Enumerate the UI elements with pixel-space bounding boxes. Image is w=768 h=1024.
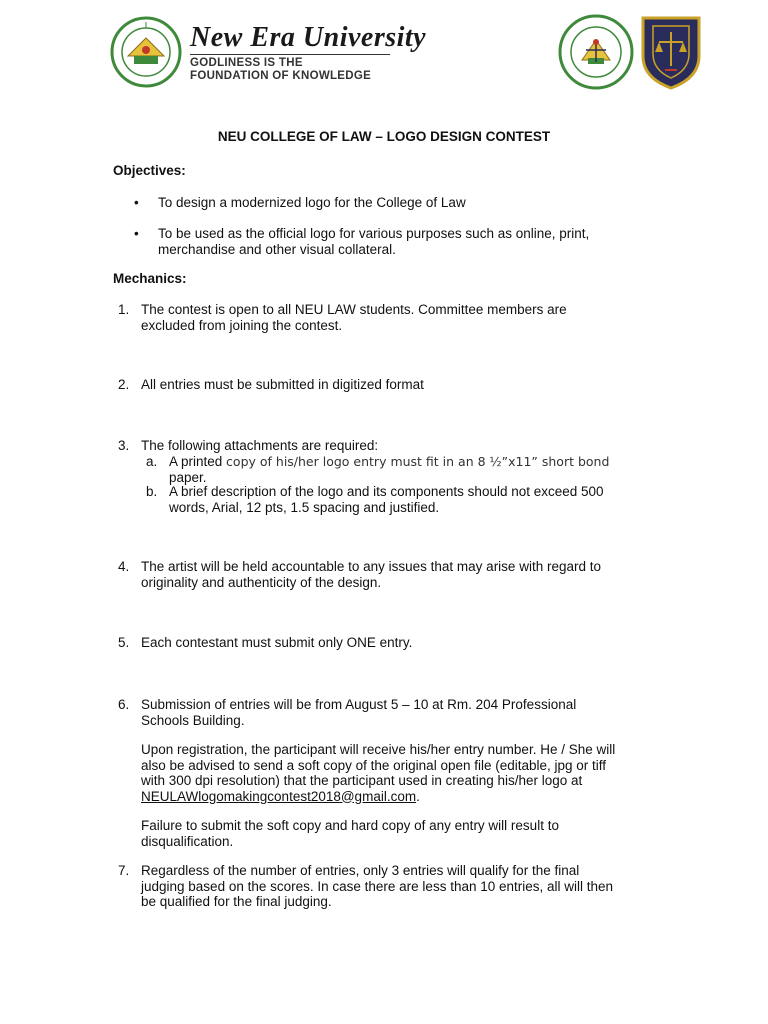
university-tagline [190,54,390,83]
mechanics-7-line-2: judging based on the scores. In case there are less than 10 entries, all will then [141,878,614,894]
mechanics-6-para1-line-1: Upon registration, the participant will receive his/her entry number. He / She will [141,742,616,757]
mechanics-1-line-1: The contest is open to all NEU LAW students. Committee members are [141,302,567,317]
item-number: 5. [118,635,130,650]
mechanics-6-failure-paragraph [141,818,701,849]
mechanics-7-line-3: be qualified for the final judging. [141,894,332,909]
item-number: 3. [118,438,130,453]
tagline-line-1: GODLINESS IS THE [190,57,303,69]
mechanics-3b-line-2: words, Arial, 12 pts, 1.5 spacing and justified. [169,499,440,515]
objective-item-2 [158,226,718,257]
mechanics-6-para1-line-3: with 300 dpi resolution) that the participant used in creating his/her logo at [141,773,583,788]
mechanics-6-registration-paragraph [141,742,701,804]
email-suffix: . [416,788,420,804]
item-number: 6. [118,697,130,712]
mechanics-3-line-1: The following attachments are required: [141,438,379,453]
objective-2-line-2: merchandise and other visual collateral. [158,241,396,257]
mechanics-6-para2-line-2: disqualification. [141,833,234,849]
mechanics-5-line-1: Each contestant must submit only ONE entry. [141,635,413,650]
mechanics-3a-line-2: paper. [169,469,207,485]
mechanics-3b [169,484,689,515]
mechanics-6-line-1: Submission of entries will be from August 5 – 10 at Rm. 204 Professional [141,697,577,712]
item-number: 2. [118,377,130,392]
mechanics-heading: Mechanics: [113,271,187,286]
mechanics-item-3 [141,438,701,454]
university-seal-logo [110,16,182,88]
letterhead [0,0,768,100]
mechanics-6-para2-line-1: Failure to submit the soft copy and hard copy of any entry will result to [141,818,559,833]
contest-email-link[interactable]: NEULAWlogomakingcontest2018@gmail.com [141,788,417,804]
mechanics-3a-alt-text: copy of his/her logo entry must fit in an 8 ½”x11” short bond [226,454,610,469]
objectives-heading: Objectives: [113,163,186,178]
mechanics-2-line-1: All entries must be submitted in digitized format [141,377,424,392]
mechanics-item-1 [141,302,701,333]
mechanics-item-4 [141,559,701,590]
tagline-line-2: FOUNDATION OF KNOWLEDGE [190,70,372,82]
bullet-icon: • [134,195,139,210]
mechanics-item-7 [141,863,701,910]
mechanics-1-line-2: excluded from joining the contest. [141,317,343,333]
bullet-icon: • [134,226,139,241]
mechanics-3a-prefix: A printed [169,454,227,469]
university-name: New Era University [190,22,427,53]
item-number: 4. [118,559,130,574]
college-of-law-seal-logo [558,14,634,90]
mechanics-3a [169,454,689,485]
objective-item-1 [158,195,718,211]
mechanics-3b-line-1: A brief description of the logo and its components should not exceed 500 [169,484,604,499]
mechanics-6-para1-line-2: also be advised to send a soft copy of the original open file (editable, jpg or tiff [141,757,607,773]
mechanics-6-line-2: Schools Building. [141,712,245,728]
mechanics-item-2 [141,377,701,393]
mechanics-item-5 [141,635,701,651]
mechanics-item-6 [141,697,701,728]
mechanics-7-line-1: Regardless of the number of entries, only 3 entries will qualify for the final [141,863,580,878]
subitem-letter: a. [146,454,158,469]
law-shield-logo [639,14,703,90]
objective-2-line-1: To be used as the official logo for various purposes such as online, print, [158,226,590,241]
item-number: 7. [118,863,130,878]
mechanics-4-line-1: The artist will be held accountable to any issues that may arise with regard to [141,559,601,574]
item-number: 1. [118,302,130,317]
subitem-letter: b. [146,484,158,499]
document-title: NEU COLLEGE OF LAW – LOGO DESIGN CONTEST [217,129,551,144]
mechanics-4-line-2: originality and authenticity of the design. [141,574,382,590]
objective-1-line-1: To design a modernized logo for the College of Law [158,195,466,210]
